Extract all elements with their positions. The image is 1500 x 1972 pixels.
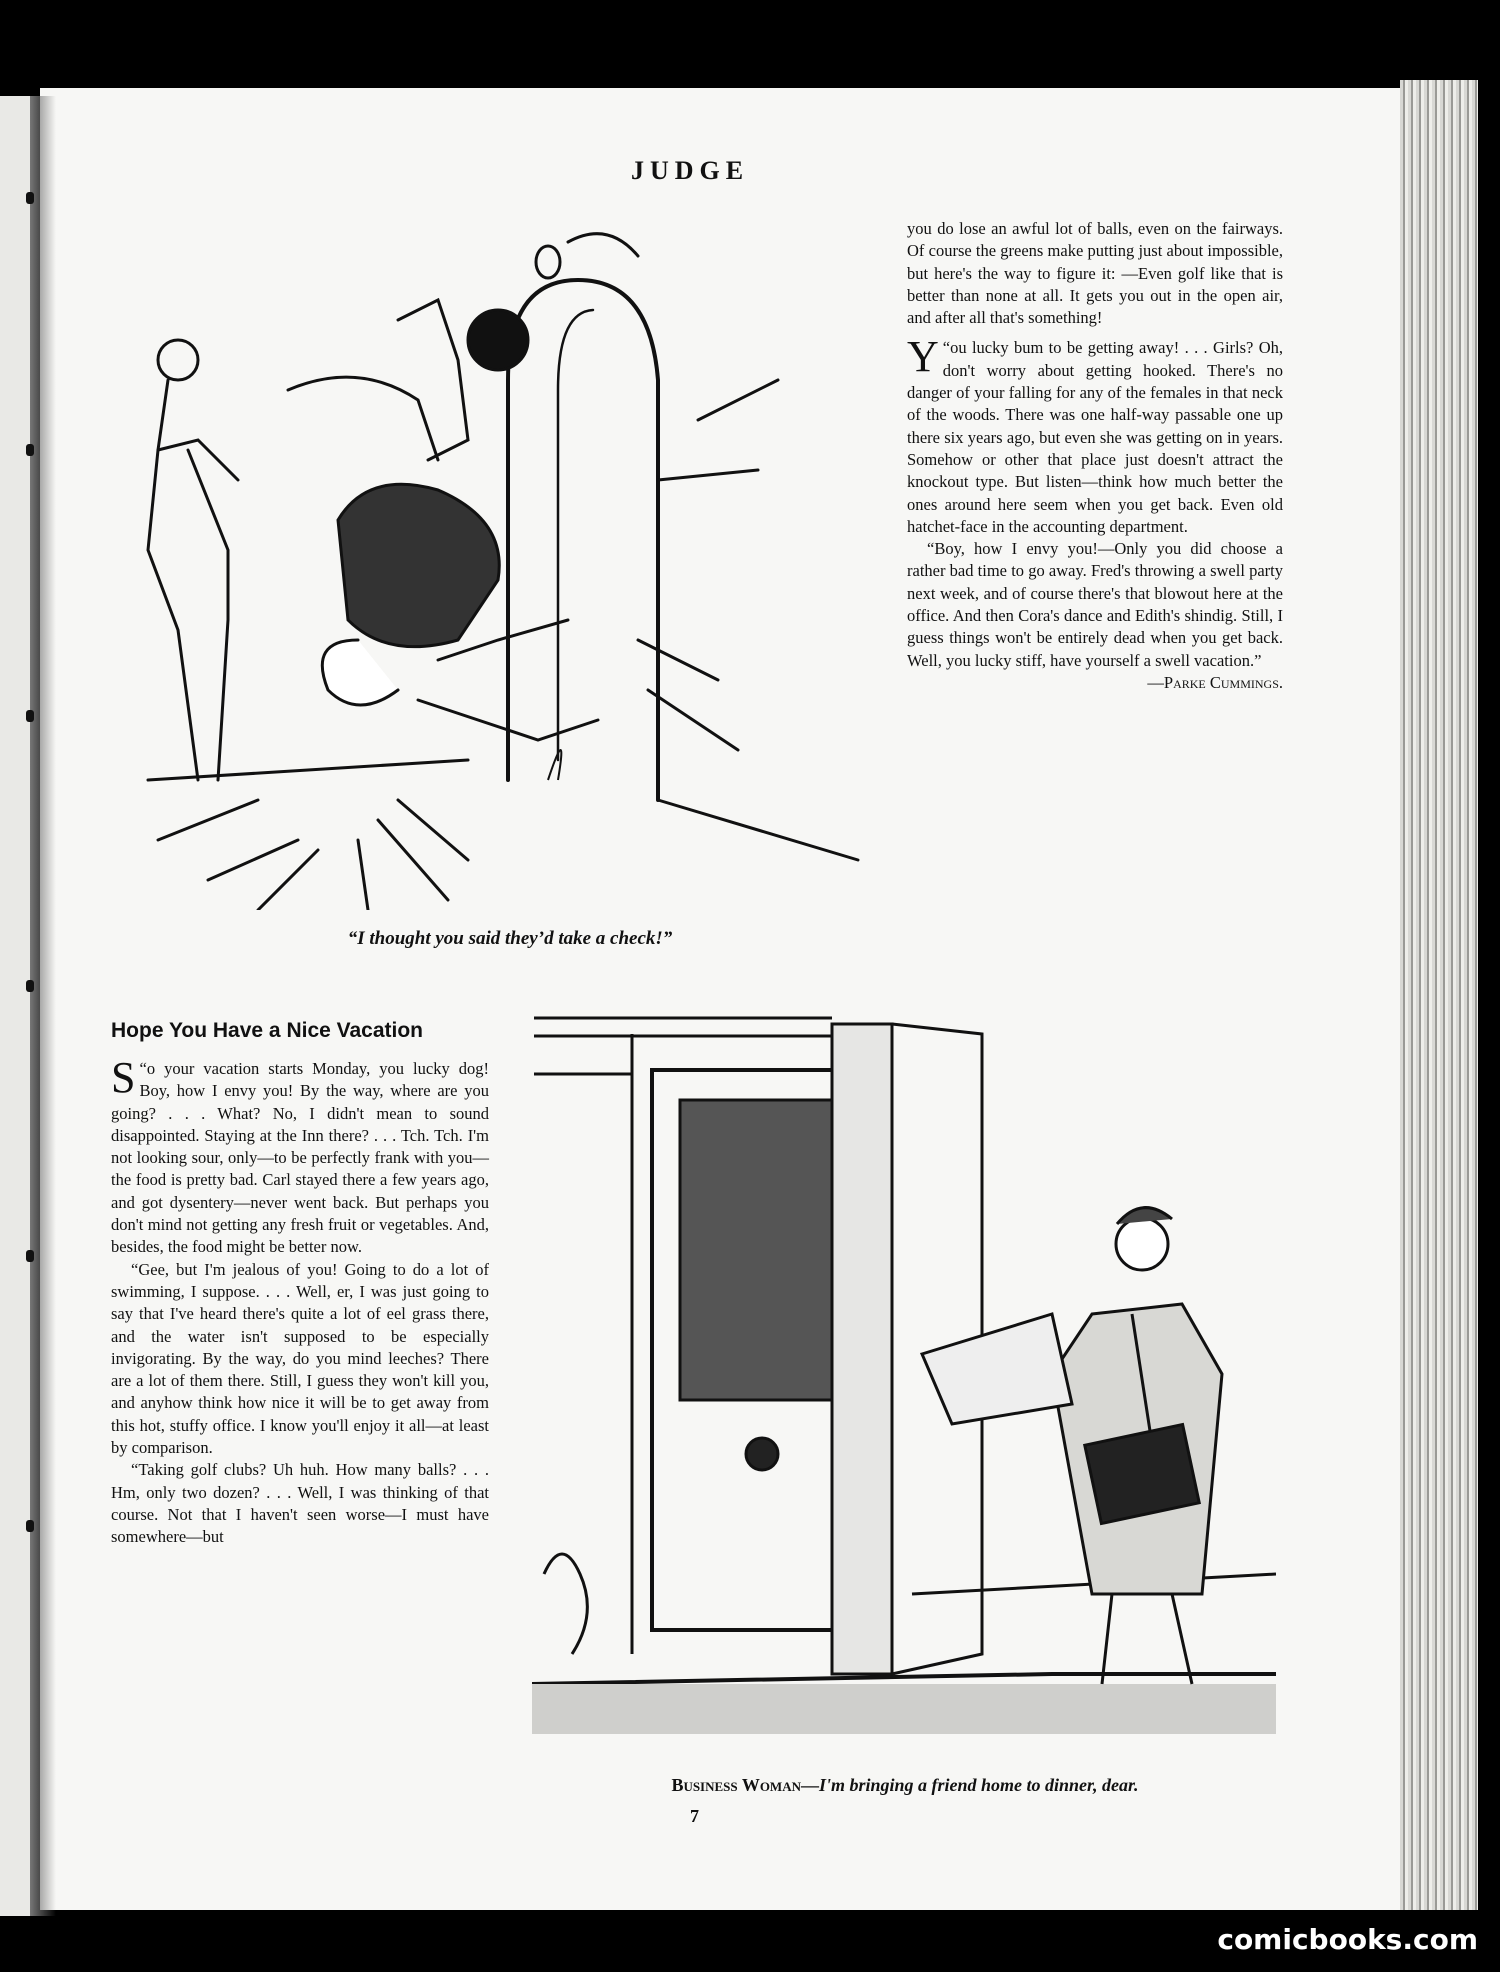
paragraph: “Gee, but I'm jealous of you! Going to do a lot of swimming, I suppose. . . . Well, er, I was just going to say that I've heard there's quite a lot of eel grass there, and the water isn't supposed to be especially invigorating. By the way, do you mind leeches? There are a lot of them there. Still, I guess they won't kill you, and anyhow think how nice it will be to get away from this hot, stuffy office. I know you'll enjoy it all—at least by comparison. <box>111 1259 489 1458</box>
dropcap: S <box>111 1053 136 1102</box>
article-right-column <box>907 218 1283 694</box>
cartoon-bottom-caption <box>540 1775 1270 1796</box>
article-left-column <box>111 1053 489 1549</box>
paragraph-with-dropcap <box>907 332 1283 538</box>
masthead: JUDGE <box>630 156 750 185</box>
caption-dash: — <box>800 1775 819 1795</box>
paragraph: “Boy, how I envy you!—Only you did choose a rather bad time to go away. Fred's throwing a swell party next week, and of course there's that blowout here at the office. And then Cora's dance and Edith's shindig. Still, I guess things won't be entirely dead when you get back. Well, you lucky stiff, have yourself a swell vacation.” <box>907 539 1283 670</box>
paragraph: “Taking golf clubs? Uh huh. How many balls? . . . Hm, only two dozen? . . . Well, I was thinking of that course. Not that I haven't seen worse—I must have somewhere—but <box>111 1460 489 1547</box>
facing-page-edge <box>0 96 30 1916</box>
paragraph-with-dropcap <box>111 1053 489 1259</box>
opening-quote: “ <box>942 338 951 358</box>
watermark: comicbooks.com <box>1217 1923 1478 1956</box>
paragraph-text: ou lucky bum to be getting away! . . . Girls? Oh, don't worry about getting hooked. There's no danger of your falling for any of the females in that neck of the woods. There was one half-way passable one up there six years ago, but even she was getting on in years. Somehow or other that place just doesn't attract the knockout type. But listen—think how much better the ones around here seem when you get back. Even old hatchet-face in the accounting department. <box>907 338 1283 536</box>
caption-speaker: Business Woman <box>671 1775 801 1795</box>
paragraph: you do lose an awful lot of balls, even on the fairways. Of course the greens make putting just about impossible, but here's the way to figure it: —Even golf like that is better than none at all. It gets you out in the open air, and after all that's something! <box>907 219 1283 328</box>
cartoon-business-woman <box>532 1014 1276 1746</box>
cartoon-phone-booth-crash <box>138 220 868 910</box>
caption-line: I'm bringing a friend home to dinner, dear. <box>818 1775 1139 1795</box>
article-title: Hope You Have a Nice Vacation <box>111 1019 424 1042</box>
paragraph-text: o your vacation starts Monday, you lucky dog! Boy, how I envy you! By the way, where are you going? . . . What? No, I didn't mean to sound disappointed. Staying at the Inn there? . . . Tch. Tch. I'm not looking sour, only—to be perfectly frank with you—the food is pretty bad. Carl stayed there a few years ago, and got dysentery—never went back. But perhaps you don't mind not getting any fresh fruit or vegetables. And, besides, the food might be better now. <box>111 1059 489 1257</box>
gutter-shadow <box>30 96 56 1916</box>
byline: —Parke Cummings. <box>1147 672 1283 692</box>
opening-quote: “ <box>139 1059 147 1078</box>
dropcap: Y <box>907 332 939 382</box>
byline-row <box>907 672 1283 694</box>
page-number: 7 <box>690 1806 699 1826</box>
page-stack-edges <box>1400 80 1478 1910</box>
cartoon-top-caption: “I thought you said they’d take a check!” <box>347 928 673 949</box>
